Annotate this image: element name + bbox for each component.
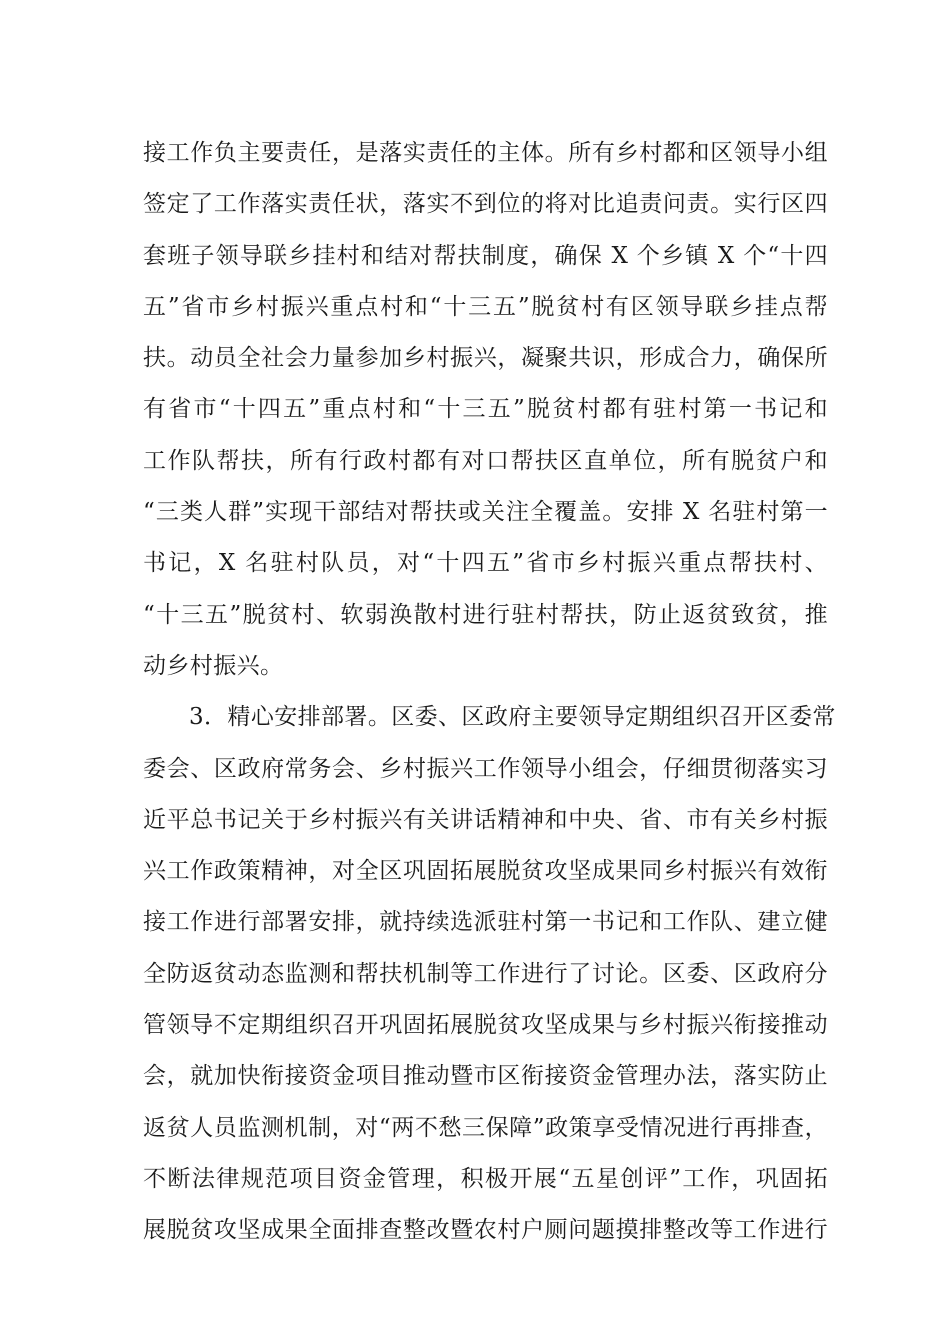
paragraph-1 bbox=[143, 128, 828, 692]
text-line: 接工作进行部署安排，就持续选派驻村第一书记和工作队、建立健 bbox=[143, 909, 828, 936]
paragraph-2 bbox=[143, 692, 836, 1256]
text-line: 动乡村振兴。 bbox=[143, 652, 284, 679]
text-line: 展脱贫攻坚成果全面排查整改暨农村户厕问题摸排整改等工作进行 bbox=[143, 1217, 828, 1244]
text-line: 会，就加快衔接资金项目推动暨市区衔接资金管理办法，落实防止 bbox=[143, 1063, 828, 1090]
text-line: 工作队帮扶，所有行政村都有对口帮扶区直单位，所有脱贫户和 bbox=[143, 447, 828, 474]
text-line: 套班子领导联乡挂村和结对帮扶制度，确保 X 个乡镇 X 个“十四 bbox=[143, 242, 828, 269]
text-line: 3．精心安排部署。区委、区政府主要领导定期组织召开区委常 bbox=[189, 704, 836, 731]
text-line: 全防返贫动态监测和帮扶机制等工作进行了讨论。区委、区政府分 bbox=[143, 960, 828, 987]
text-line: 有省市“十四五”重点村和“十三五”脱贫村都有驻村第一书记和 bbox=[143, 396, 828, 423]
text-line: 五”省市乡村振兴重点村和“十三五”脱贫村有区领导联乡挂点帮 bbox=[143, 293, 828, 320]
text-line: 委会、区政府常务会、乡村振兴工作领导小组会，仔细贯彻落实习 bbox=[143, 755, 828, 782]
text-line: 不断法律规范项目资金管理，积极开展“五星创评”工作，巩固拓 bbox=[143, 1165, 828, 1192]
text-line: “十三五”脱贫村、软弱涣散村进行驻村帮扶，防止返贫致贫，推 bbox=[143, 601, 828, 628]
text-line: “三类人群”实现干部结对帮扶或关注全覆盖。安排 X 名驻村第一 bbox=[143, 499, 828, 526]
text-line: 签定了工作落实责任状，落实不到位的将对比追责问责。实行区四 bbox=[143, 191, 828, 218]
document-body bbox=[143, 128, 836, 1257]
text-line: 管领导不定期组织召开巩固拓展脱贫攻坚成果与乡村振兴衔接推动 bbox=[143, 1012, 828, 1039]
text-line: 兴工作政策精神，对全区巩固拓展脱贫攻坚成果同乡村振兴有效衔 bbox=[143, 858, 828, 885]
text-line: 扶。动员全社会力量参加乡村振兴，凝聚共识，形成合力，确保所 bbox=[143, 345, 828, 372]
text-line: 书记，X 名驻村队员，对“十四五”省市乡村振兴重点帮扶村、 bbox=[143, 550, 828, 577]
text-line: 接工作负主要责任，是落实责任的主体。所有乡村都和区领导小组 bbox=[143, 140, 828, 166]
text-line: 近平总书记关于乡村振兴有关讲话精神和中央、省、市有关乡村振 bbox=[143, 806, 828, 833]
text-line: 返贫人员监测机制，对“两不愁三保障”政策享受情况进行再排查， bbox=[143, 1114, 828, 1141]
